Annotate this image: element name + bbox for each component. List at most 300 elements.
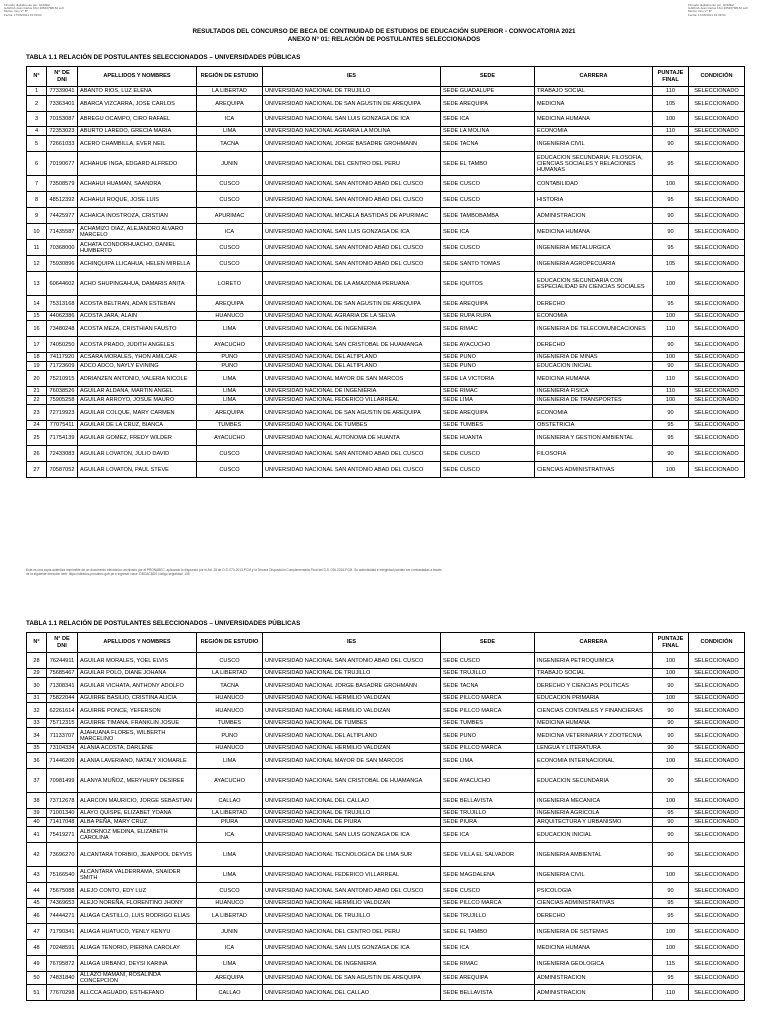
cell-dni: 72353023: [47, 127, 78, 136]
column-header-full-name: APELLIDOS Y NOMBRES: [78, 633, 197, 653]
cell-status: SELECCIONADO: [689, 176, 745, 192]
cell-dni: 44062386: [47, 312, 78, 321]
cell-study-region: TUMBES: [197, 719, 263, 728]
cell-row-number: 30: [27, 678, 47, 694]
cell-campus: SEDE PUNO: [441, 728, 535, 744]
cell-study-region: PIURA: [197, 818, 263, 827]
cell-status: SELECCIONADO: [689, 224, 745, 240]
column-header-campus: SEDE: [441, 67, 535, 87]
cell-row-number: 21: [27, 387, 47, 396]
cell-status: SELECCIONADO: [689, 753, 745, 769]
cell-campus: SEDE CUSCO: [441, 192, 535, 208]
cell-study-region: CUSCO: [197, 256, 263, 272]
cell-campus: SEDE EL TAMBO: [441, 924, 535, 940]
cell-full-name: ACHATA CONDORHUACHO, DANIEL HUMBERTO: [78, 240, 197, 256]
cell-full-name: ALCANTARA TORIBIO, JEANPOOL DEYVIS: [78, 843, 197, 867]
cell-career: INGENIERIA DE TRANSPORTES: [535, 396, 653, 405]
cell-study-region: HUANUCO: [197, 694, 263, 703]
table-row: [27, 192, 745, 208]
results-table-2: [26, 632, 745, 1001]
document-title: RESULTADOS DEL CONCURSO DE BECA DE CONTINUIDAD DE ESTUDIOS DE EDUCACIÓN SUPERIOR - CONVOCATORIA 2021: [192, 28, 576, 35]
results-table-1: [26, 66, 745, 478]
table-row: [27, 353, 745, 362]
cell-study-region: AREQUIPA: [197, 296, 263, 312]
cell-dni: 77075411: [47, 421, 78, 430]
table-row: [27, 753, 745, 769]
cell-campus: SEDE CUSCO: [441, 462, 535, 478]
cell-final-score: 95: [653, 430, 689, 446]
cell-study-region: CUSCO: [197, 176, 263, 192]
cell-status: SELECCIONADO: [689, 240, 745, 256]
cell-campus: SEDE TUMBES: [441, 421, 535, 430]
cell-status: SELECCIONADO: [689, 405, 745, 421]
table-row: [27, 899, 745, 908]
cell-campus: SEDE TRUJILLO: [441, 908, 535, 924]
cell-final-score: 110: [653, 321, 689, 337]
cell-dni: 73363401: [47, 96, 78, 112]
cell-dni: 71723609: [47, 362, 78, 371]
cell-dni: 71790341: [47, 924, 78, 940]
column-header-campus: SEDE: [441, 633, 535, 653]
cell-study-region: ICA: [197, 112, 263, 127]
table-row: [27, 883, 745, 899]
column-header-full-name: APELLIDOS Y NOMBRES: [78, 67, 197, 87]
cell-final-score: 115: [653, 956, 689, 972]
cell-campus: SEDE AREQUIPA: [441, 405, 535, 421]
cell-career: DERECHO Y CIENCIAS POLITICAS: [535, 678, 653, 694]
cell-row-number: 48: [27, 940, 47, 956]
cell-institution: UNIVERSIDAD NACIONAL DE PIURA: [263, 818, 441, 827]
cell-study-region: PUNO: [197, 362, 263, 371]
cell-final-score: 95: [653, 972, 689, 985]
cell-study-region: APURIMAC: [197, 208, 263, 224]
cell-full-name: AGUILAR LOVATON, JULIO DAVID: [78, 446, 197, 462]
cell-study-region: AYACUCHO: [197, 337, 263, 353]
cell-study-region: LA LIBERTAD: [197, 87, 263, 96]
cell-study-region: LIMA: [197, 956, 263, 972]
table-row: [27, 387, 745, 396]
cell-career: CONTABILIDAD: [535, 176, 653, 192]
cell-full-name: ALAYO QUISPE, ELIZABET YOANA: [78, 809, 197, 818]
cell-status: SELECCIONADO: [689, 462, 745, 478]
cell-career: EDUCACION SECUNDARIA CON ESPECIALIDAD EN CIENCIAS SOCIALES: [535, 272, 653, 296]
table-row: [27, 728, 745, 744]
column-header-study-region: REGIÓN DE ESTUDIO: [197, 67, 263, 87]
cell-status: SELECCIONADO: [689, 827, 745, 843]
table-row: [27, 87, 745, 96]
cell-institution: UNIVERSIDAD NACIONAL DEL ALTIPLANO: [263, 728, 441, 744]
cell-institution: UNIVERSIDAD NACIONAL SAN ANTONIO ABAD DEL CUSCO: [263, 462, 441, 478]
cell-status: SELECCIONADO: [689, 940, 745, 956]
cell-full-name: ALANIA LAVERIANO, NATALY XIOMARLE: [78, 753, 197, 769]
cell-institution: UNIVERSIDAD NACIONAL SAN ANTONIO ABAD DEL CUSCO: [263, 176, 441, 192]
table-row: [27, 296, 745, 312]
cell-status: SELECCIONADO: [689, 337, 745, 353]
cell-final-score: 110: [653, 127, 689, 136]
column-header-final-score: PUNTAJE FINAL: [653, 633, 689, 653]
cell-institution: UNIVERSIDAD NACIONAL SAN CRISTOBAL DE HUAMANGA: [263, 337, 441, 353]
cell-row-number: 6: [27, 152, 47, 176]
cell-row-number: 41: [27, 827, 47, 843]
cell-career: INGENIERIA CIVIL: [535, 136, 653, 152]
cell-campus: SEDE AYACUCHO: [441, 769, 535, 793]
table-row: [27, 694, 745, 703]
cell-status: SELECCIONADO: [689, 956, 745, 972]
cell-full-name: AGUIRRE TIMANA, FRANKLIN JOSUE: [78, 719, 197, 728]
cell-career: ECONOMIA: [535, 405, 653, 421]
column-header-study-region: REGIÓN DE ESTUDIO: [197, 633, 263, 653]
cell-study-region: ICA: [197, 827, 263, 843]
table-header-row: [27, 633, 745, 653]
cell-row-number: 14: [27, 296, 47, 312]
cell-career: MEDICINA VETERINARIA Y ZOOTECNIA: [535, 728, 653, 744]
cell-institution: UNIVERSIDAD NACIONAL DEL CENTRO DEL PERU: [263, 924, 441, 940]
cell-campus: SEDE RIMAC: [441, 321, 535, 337]
cell-final-score: 90: [653, 224, 689, 240]
cell-institution: UNIVERSIDAD NACIONAL DE SAN AGUSTIN DE AREQUIPA: [263, 96, 441, 112]
cell-row-number: 49: [27, 956, 47, 972]
cell-full-name: ALBORNOZ MEDINA, ELIZABETH CAROLINA: [78, 827, 197, 843]
table-row: [27, 719, 745, 728]
cell-campus: SEDE PILLCO MARCA: [441, 899, 535, 908]
cell-full-name: ABREGU OCAMPO, CIRO RAFAEL: [78, 112, 197, 127]
cell-row-number: 33: [27, 719, 47, 728]
cell-institution: UNIVERSIDAD NACIONAL SAN CRISTOBAL DE HUAMANGA: [263, 769, 441, 793]
cell-campus: SEDE AREQUIPA: [441, 972, 535, 985]
cell-campus: SEDE AREQUIPA: [441, 96, 535, 112]
cell-row-number: 15: [27, 312, 47, 321]
cell-status: SELECCIONADO: [689, 296, 745, 312]
cell-campus: SEDE LA MOLINA: [441, 127, 535, 136]
table-row: [27, 421, 745, 430]
cell-study-region: LIMA: [197, 753, 263, 769]
cell-full-name: ACOSTA BELTRAN, ADAN ESTEBAN: [78, 296, 197, 312]
cell-dni: 75930896: [47, 256, 78, 272]
cell-row-number: 31: [27, 694, 47, 703]
cell-study-region: HUANUCO: [197, 744, 263, 753]
cell-status: SELECCIONADO: [689, 192, 745, 208]
cell-campus: SEDE ICA: [441, 224, 535, 240]
cell-row-number: 5: [27, 136, 47, 152]
cell-final-score: 100: [653, 112, 689, 127]
table-row: [27, 371, 745, 387]
table-row: [27, 924, 745, 940]
cell-campus: SEDE RUPA RUPA: [441, 312, 535, 321]
cell-career: INGENIERIA GEOLOGICA: [535, 956, 653, 972]
cell-campus: SEDE RIMAC: [441, 956, 535, 972]
cell-final-score: 100: [653, 653, 689, 669]
cell-campus: SEDE IQUITOS: [441, 272, 535, 296]
cell-status: SELECCIONADO: [689, 208, 745, 224]
cell-dni: 71754139: [47, 430, 78, 446]
cell-institution: UNIVERSIDAD NACIONAL SAN ANTONIO ABAD DEL CUSCO: [263, 653, 441, 669]
cell-study-region: CALLAO: [197, 793, 263, 809]
cell-institution: UNIVERSIDAD NACIONAL DE SAN AGUSTIN DE AREQUIPA: [263, 405, 441, 421]
table-row: [27, 337, 745, 353]
cell-row-number: 34: [27, 728, 47, 744]
cell-full-name: ALIAGA TENORIO, PIERINA CAROLAY: [78, 940, 197, 956]
cell-dni: 73712678: [47, 793, 78, 809]
cell-status: SELECCIONADO: [689, 353, 745, 362]
cell-dni: 70153087: [47, 112, 78, 127]
cell-campus: SEDE ICA: [441, 112, 535, 127]
cell-full-name: AGUILAR COLQUE, MARY CARMEN: [78, 405, 197, 421]
cell-full-name: ALCANTARA VALDERRAMA, SNAIDER SMITH: [78, 867, 197, 883]
cell-institution: UNIVERSIDAD NACIONAL DEL ALTIPLANO: [263, 362, 441, 371]
cell-dni: 77339041: [47, 87, 78, 96]
cell-study-region: AREQUIPA: [197, 96, 263, 112]
cell-campus: SEDE CUSCO: [441, 653, 535, 669]
cell-institution: UNIVERSIDAD NACIONAL JORGE BASADRE GROHMANN: [263, 136, 441, 152]
cell-career: INGENIERIA AMBIENTAL: [535, 843, 653, 867]
cell-institution: UNIVERSIDAD NACIONAL DE INGENIERIA: [263, 321, 441, 337]
table-row: [27, 272, 745, 296]
cell-dni: 75210915: [47, 371, 78, 387]
cell-campus: SEDE BELLAVISTA: [441, 793, 535, 809]
cell-study-region: AYACUCHO: [197, 430, 263, 446]
cell-full-name: ALARCON MAURICIO, JORGE SEBASTIAN: [78, 793, 197, 809]
cell-final-score: 100: [653, 867, 689, 883]
table-row: [27, 462, 745, 478]
section-title-1: TABLA 1.1 RELACIÓN DE POSTULANTES SELECCIONADOS – UNIVERSIDADES PÚBLICAS: [26, 54, 301, 61]
cell-final-score: 90: [653, 883, 689, 899]
cell-status: SELECCIONADO: [689, 362, 745, 371]
table-row: [27, 956, 745, 972]
cell-status: SELECCIONADO: [689, 899, 745, 908]
cell-career: DERECHO: [535, 908, 653, 924]
cell-full-name: ACSARA MORALES, YHON AMILCAR: [78, 353, 197, 362]
table-row: [27, 972, 745, 985]
table-row: [27, 653, 745, 669]
cell-status: SELECCIONADO: [689, 809, 745, 818]
cell-full-name: ALANYA MUÑOZ, MERYHURY DESIREE: [78, 769, 197, 793]
cell-study-region: LIMA: [197, 371, 263, 387]
cell-final-score: 100: [653, 793, 689, 809]
cell-study-region: JUNIN: [197, 152, 263, 176]
cell-study-region: JUNIN: [197, 924, 263, 940]
cell-full-name: ALBA PEÑA, MARY CRUZ: [78, 818, 197, 827]
cell-row-number: 8: [27, 192, 47, 208]
cell-institution: UNIVERSIDAD NACIONAL AUTONOMA DE HUANTA: [263, 430, 441, 446]
cell-final-score: 90: [653, 208, 689, 224]
cell-status: SELECCIONADO: [689, 867, 745, 883]
cell-campus: SEDE TRUJILLO: [441, 809, 535, 818]
cell-career: ARQUITECTURA Y URBANISMO: [535, 818, 653, 827]
cell-dni: 75685467: [47, 669, 78, 678]
cell-row-number: 17: [27, 337, 47, 353]
cell-career: ECONOMIA: [535, 312, 653, 321]
cell-dni: 71001340: [47, 809, 78, 818]
cell-full-name: ALANIA ACOSTA, DARLENE: [78, 744, 197, 753]
cell-row-number: 10: [27, 224, 47, 240]
table-row: [27, 809, 745, 818]
table-row: [27, 769, 745, 793]
table-row: [27, 396, 745, 405]
cell-campus: SEDE PUNO: [441, 353, 535, 362]
cell-career: MEDICINA HUMANA: [535, 112, 653, 127]
cell-institution: UNIVERSIDAD NACIONAL HERMILIO VALDIZAN: [263, 703, 441, 719]
cell-career: INGENIERIA DE TELECOMUNICACIONES: [535, 321, 653, 337]
cell-study-region: LA LIBERTAD: [197, 669, 263, 678]
cell-status: SELECCIONADO: [689, 136, 745, 152]
cell-institution: UNIVERSIDAD NACIONAL SAN LUIS GONZAGA DE ICA: [263, 112, 441, 127]
cell-dni: 71417048: [47, 818, 78, 827]
column-header-dni: N° DE DNI: [47, 633, 78, 653]
cell-campus: SEDE SANTO TOMAS: [441, 256, 535, 272]
cell-full-name: ALIAGA HUATUCO, YENLY KENYU: [78, 924, 197, 940]
cell-full-name: AGUILAR POLO, DIANE JOHANA: [78, 669, 197, 678]
cell-dni: 74050250: [47, 337, 78, 353]
cell-row-number: 4: [27, 127, 47, 136]
cell-full-name: ALLCCA AGUADO, ESTHEFANO: [78, 985, 197, 1001]
cell-campus: SEDE MAGDALENA: [441, 867, 535, 883]
cell-status: SELECCIONADO: [689, 321, 745, 337]
digital-signature-stamp-left: Firmado digitalmente por: GOMEZ GARCIA Juan Carlos FAU 20546798152 soft Motivo: Doy V° B° Fecha: 17/05/2021 15:09:04: [4, 3, 64, 17]
cell-row-number: 12: [27, 256, 47, 272]
table-row: [27, 176, 745, 192]
cell-status: SELECCIONADO: [689, 728, 745, 744]
cell-campus: SEDE LA VICTORIA: [441, 371, 535, 387]
table-row: [27, 321, 745, 337]
cell-campus: SEDE PIURA: [441, 818, 535, 827]
cell-career: INGENIERIA Y GESTION AMBIENTAL: [535, 430, 653, 446]
cell-study-region: ICA: [197, 940, 263, 956]
table-row: [27, 224, 745, 240]
cell-full-name: ALLAZO MAMANI, ROSALINDA CONCEPCION: [78, 972, 197, 985]
cell-dni: 62261614: [47, 703, 78, 719]
cell-campus: SEDE TRUJILLO: [441, 669, 535, 678]
cell-institution: UNIVERSIDAD NACIONAL SAN ANTONIO ABAD DEL CUSCO: [263, 256, 441, 272]
cell-status: SELECCIONADO: [689, 430, 745, 446]
cell-career: MEDICINA HUMANA: [535, 224, 653, 240]
cell-study-region: LORETO: [197, 272, 263, 296]
table-row: [27, 818, 745, 827]
cell-study-region: TUMBES: [197, 421, 263, 430]
cell-row-number: 44: [27, 883, 47, 899]
cell-full-name: ALEJO NOREÑA, FLORENTINO JHONY: [78, 899, 197, 908]
cell-final-score: 90: [653, 405, 689, 421]
table-row: [27, 867, 745, 883]
table-row: [27, 703, 745, 719]
cell-row-number: 16: [27, 321, 47, 337]
cell-institution: UNIVERSIDAD NACIONAL DEL CALLAO: [263, 985, 441, 1001]
cell-dni: 71133707: [47, 728, 78, 744]
cell-row-number: 11: [27, 240, 47, 256]
cell-career: INGENIERIA METALURGICA: [535, 240, 653, 256]
cell-final-score: 100: [653, 176, 689, 192]
cell-institution: UNIVERSIDAD NACIONAL DE SAN AGUSTIN DE AREQUIPA: [263, 296, 441, 312]
cell-full-name: AGUILAR ALDANA, MARTIN ANGEL: [78, 387, 197, 396]
cell-final-score: 95: [653, 240, 689, 256]
cell-row-number: 26: [27, 446, 47, 462]
cell-status: SELECCIONADO: [689, 112, 745, 127]
cell-full-name: AGUIRRE BASILIO, CRISTINA ALICIA: [78, 694, 197, 703]
cell-career: INGENIERIA FISICA: [535, 387, 653, 396]
cell-row-number: 47: [27, 924, 47, 940]
cell-final-score: 95: [653, 192, 689, 208]
cell-full-name: ADCO ADCO, NAYLY EVINING: [78, 362, 197, 371]
cell-study-region: CUSCO: [197, 883, 263, 899]
cell-row-number: 3: [27, 112, 47, 127]
cell-status: SELECCIONADO: [689, 883, 745, 899]
cell-dni: 70248591: [47, 940, 78, 956]
cell-final-score: 90: [653, 827, 689, 843]
document-subtitle: ANEXO N° 01: RELACIÓN DE POSTULANTES SELECCIONADOS: [287, 36, 481, 43]
cell-status: SELECCIONADO: [689, 972, 745, 985]
cell-institution: UNIVERSIDAD NACIONAL SAN ANTONIO ABAD DEL CUSCO: [263, 883, 441, 899]
cell-study-region: PUNO: [197, 353, 263, 362]
cell-dni: 72433083: [47, 446, 78, 462]
cell-career: EDUCACION SECUNDARIA: FILOSOFIA, CIENCIAS SOCIALES Y RELACIONES HUMANAS: [535, 152, 653, 176]
cell-full-name: AGUILAR VICHATA, ANTHONY ADOLFO: [78, 678, 197, 694]
cell-dni: 73480248: [47, 321, 78, 337]
column-header-institution: IES: [263, 633, 441, 653]
cell-institution: UNIVERSIDAD NACIONAL HERMILIO VALDIZAN: [263, 899, 441, 908]
cell-campus: SEDE CUSCO: [441, 176, 535, 192]
cell-career: EDUCACION SECUNDARIA: [535, 769, 653, 793]
cell-career: TRABAJO SOCIAL: [535, 669, 653, 678]
cell-dni: 70190677: [47, 152, 78, 176]
cell-row-number: 24: [27, 421, 47, 430]
cell-status: SELECCIONADO: [689, 396, 745, 405]
cell-dni: 76038526: [47, 387, 78, 396]
cell-full-name: ACOSTA MEZA, CRISTHIAN FAUSTO: [78, 321, 197, 337]
table-row: [27, 127, 745, 136]
cell-final-score: 90: [653, 703, 689, 719]
cell-full-name: ACERO CHAMBILLA, EVER NEIL: [78, 136, 197, 152]
cell-study-region: ICA: [197, 224, 263, 240]
column-header-career: CARRERA: [535, 633, 653, 653]
cell-status: SELECCIONADO: [689, 843, 745, 867]
cell-final-score: 95: [653, 296, 689, 312]
cell-row-number: 51: [27, 985, 47, 1001]
cell-final-score: 100: [653, 462, 689, 478]
table-row: [27, 793, 745, 809]
cell-campus: SEDE TACNA: [441, 136, 535, 152]
cell-status: SELECCIONADO: [689, 744, 745, 753]
cell-status: SELECCIONADO: [689, 312, 745, 321]
cell-campus: SEDE PILLCO MARCA: [441, 744, 535, 753]
cell-final-score: 95: [653, 421, 689, 430]
cell-final-score: 105: [653, 96, 689, 112]
cell-institution: UNIVERSIDAD NACIONAL HERMILIO VALDIZAN: [263, 744, 441, 753]
cell-institution: UNIVERSIDAD NACIONAL DEL CALLAO: [263, 793, 441, 809]
cell-final-score: 95: [653, 908, 689, 924]
cell-institution: UNIVERSIDAD NACIONAL FEDERICO VILLARREAL: [263, 396, 441, 405]
cell-dni: 76244911: [47, 653, 78, 669]
cell-row-number: 20: [27, 371, 47, 387]
cell-full-name: AGUIRRE PONCE, YEFERSON: [78, 703, 197, 719]
cell-row-number: 39: [27, 809, 47, 818]
cell-row-number: 37: [27, 769, 47, 793]
cell-final-score: 100: [653, 396, 689, 405]
cell-status: SELECCIONADO: [689, 421, 745, 430]
cell-career: TRABAJO SOCIAL: [535, 87, 653, 96]
cell-full-name: ADRIANZEN ANTONIO, VALERIA NICOLE: [78, 371, 197, 387]
cell-dni: 70981499: [47, 769, 78, 793]
cell-career: ECONOMIA: [535, 127, 653, 136]
cell-career: ADMINISTRACION: [535, 208, 653, 224]
cell-career: INGENIERIA DE MINAS: [535, 353, 653, 362]
cell-study-region: HUANUCO: [197, 899, 263, 908]
cell-full-name: ACHAMIZO DIAZ, ALEJANDRO ALVARO MARCELO: [78, 224, 197, 240]
cell-study-region: TACNA: [197, 136, 263, 152]
cell-dni: 71308341: [47, 678, 78, 694]
cell-campus: SEDE GUADALUPE: [441, 87, 535, 96]
cell-final-score: 90: [653, 843, 689, 867]
cell-dni: 73104334: [47, 744, 78, 753]
cell-campus: SEDE TACNA: [441, 678, 535, 694]
